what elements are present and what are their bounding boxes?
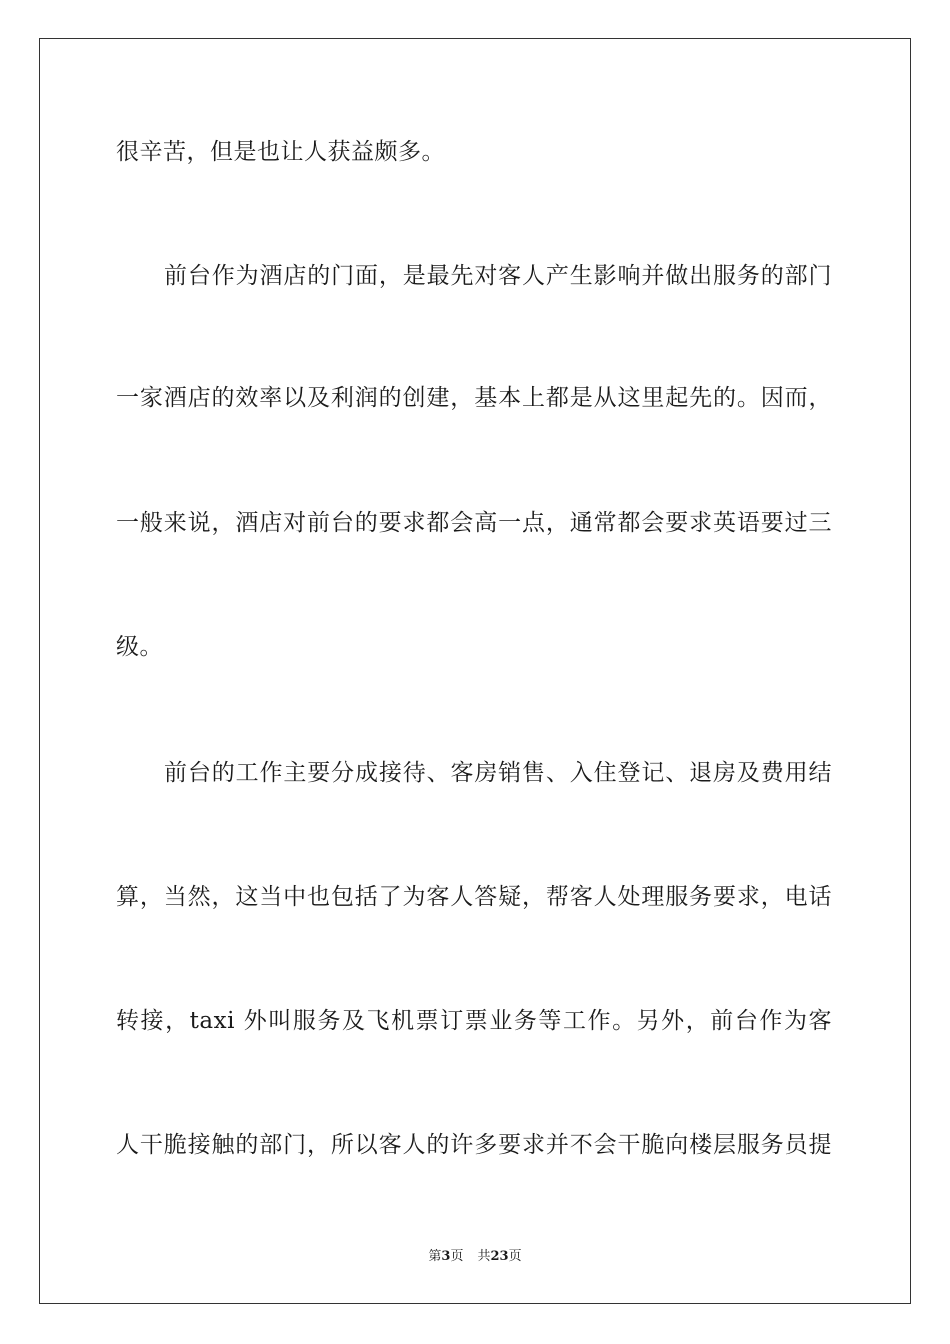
page-number: 3 [441, 1249, 451, 1264]
paragraph-line-4: 一般来说，酒店对前台的要求都会高一点，通常都会要求英语要过三 [116, 510, 832, 536]
paragraph-line-5: 级。 [116, 634, 163, 660]
page-border [39, 38, 911, 1304]
paragraph-line-7: 算，当然，这当中也包括了为客人答疑，帮客人处理服务要求，电话 [116, 884, 832, 910]
total-prefix: 共 [477, 1249, 491, 1264]
page-footer [0, 1248, 950, 1266]
paragraph-line-9: 人干脆接触的部门，所以客人的许多要求并不会干脆向楼层服务员提 [116, 1132, 832, 1158]
paragraph-line-3: 一家酒店的效率以及利润的创建，基本上都是从这里起先的。因而， [116, 385, 832, 411]
total-pages: 23 [490, 1249, 509, 1264]
paragraph-line-1: 很辛苦，但是也让人获益颇多。 [116, 139, 445, 165]
paragraph-line-8: 转接，taxi 外叫服务及飞机票订票业务等工作。另外，前台作为客 [116, 1008, 832, 1034]
paragraph-line-6: 前台的工作主要分成接待、客房销售、入住登记、退房及费用结 [164, 760, 832, 786]
page-prefix: 第 [428, 1249, 442, 1264]
paragraph-line-2: 前台作为酒店的门面，是最先对客人产生影响并做出服务的部门 [164, 263, 832, 289]
page-suffix: 页 [450, 1249, 464, 1264]
total-suffix: 页 [508, 1249, 522, 1264]
